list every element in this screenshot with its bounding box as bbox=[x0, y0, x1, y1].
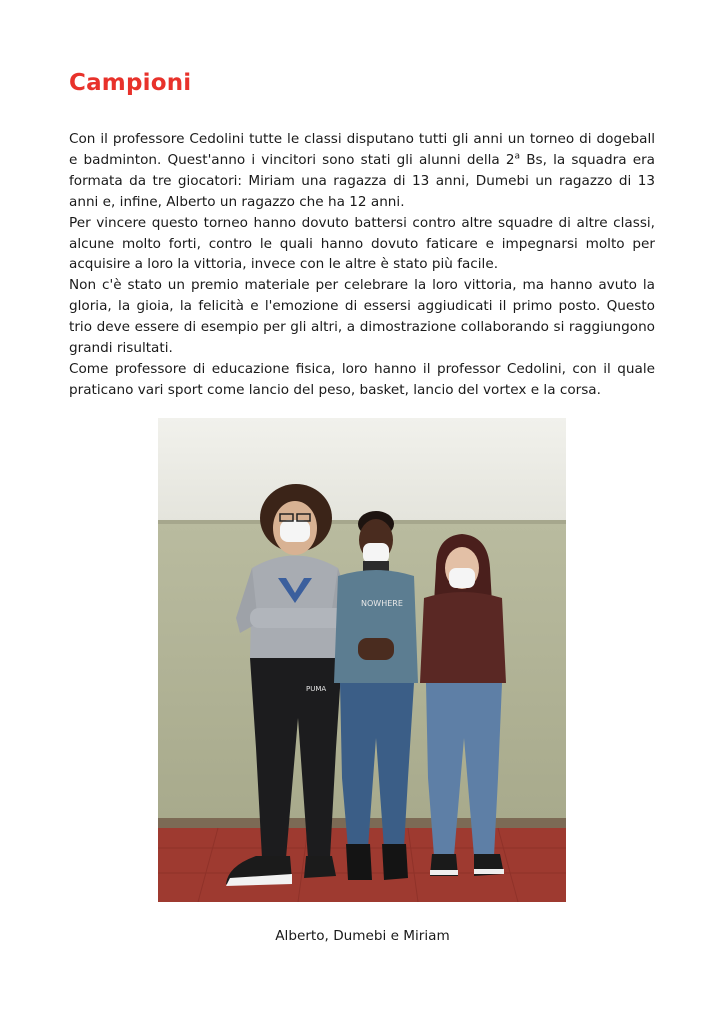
paragraph-1-text-b: Bs, la squadra era formata da tre giocatori: Miriam una ragazza di 13 anni, Dumebi un ragazzo di 13 anni e, infine, Alberto un ragazzo che ha 12 anni. bbox=[69, 151, 655, 210]
paragraph-3: Non c'è stato un premio materiale per celebrare la loro vittoria, ma hanno avuto la gloria, la gioia, la felicità e l'emozione di essersi aggiudicati il primo posto. Questo trio deve essere di esempio per gli altri, a dimostrazione collaborando si raggiungono grandi risultati. bbox=[69, 277, 655, 357]
paragraph-1 bbox=[69, 129, 655, 213]
paragraph-4: Come professore di educazione fisica, loro hanno il professor Cedolini, con il quale praticano vari sport come lancio del peso, basket, lancio del vortex e la corsa. bbox=[69, 360, 655, 398]
page-title: Campioni bbox=[69, 70, 192, 96]
shirt-text-puma: PUMA bbox=[306, 685, 327, 693]
team-photo bbox=[158, 418, 566, 902]
photo-caption: Alberto, Dumebi e Miriam bbox=[275, 928, 450, 944]
team-photo-illustration bbox=[158, 418, 566, 902]
wall-upper bbox=[158, 418, 566, 523]
paragraph-2: Per vincere questo torneo hanno dovuto battersi contro altre squadre di altre classi, alcune molto forti, contro le quali hanno dovuto faticare e impegnarsi molto per acquisire a loro la vittoria, invece con le altre è stato più facile. bbox=[69, 214, 655, 273]
paragraph-1-text-a: Con il professore Cedolini tutte le classi disputano tutti gli anni un torneo di dogeball e badminton. Quest'anno i vincitori sono stati gli alunni della 2 bbox=[69, 131, 655, 168]
shirt-text-nowhere: NOWHERE bbox=[361, 599, 403, 608]
class-superscript: a bbox=[514, 151, 521, 162]
article-body bbox=[69, 129, 655, 401]
